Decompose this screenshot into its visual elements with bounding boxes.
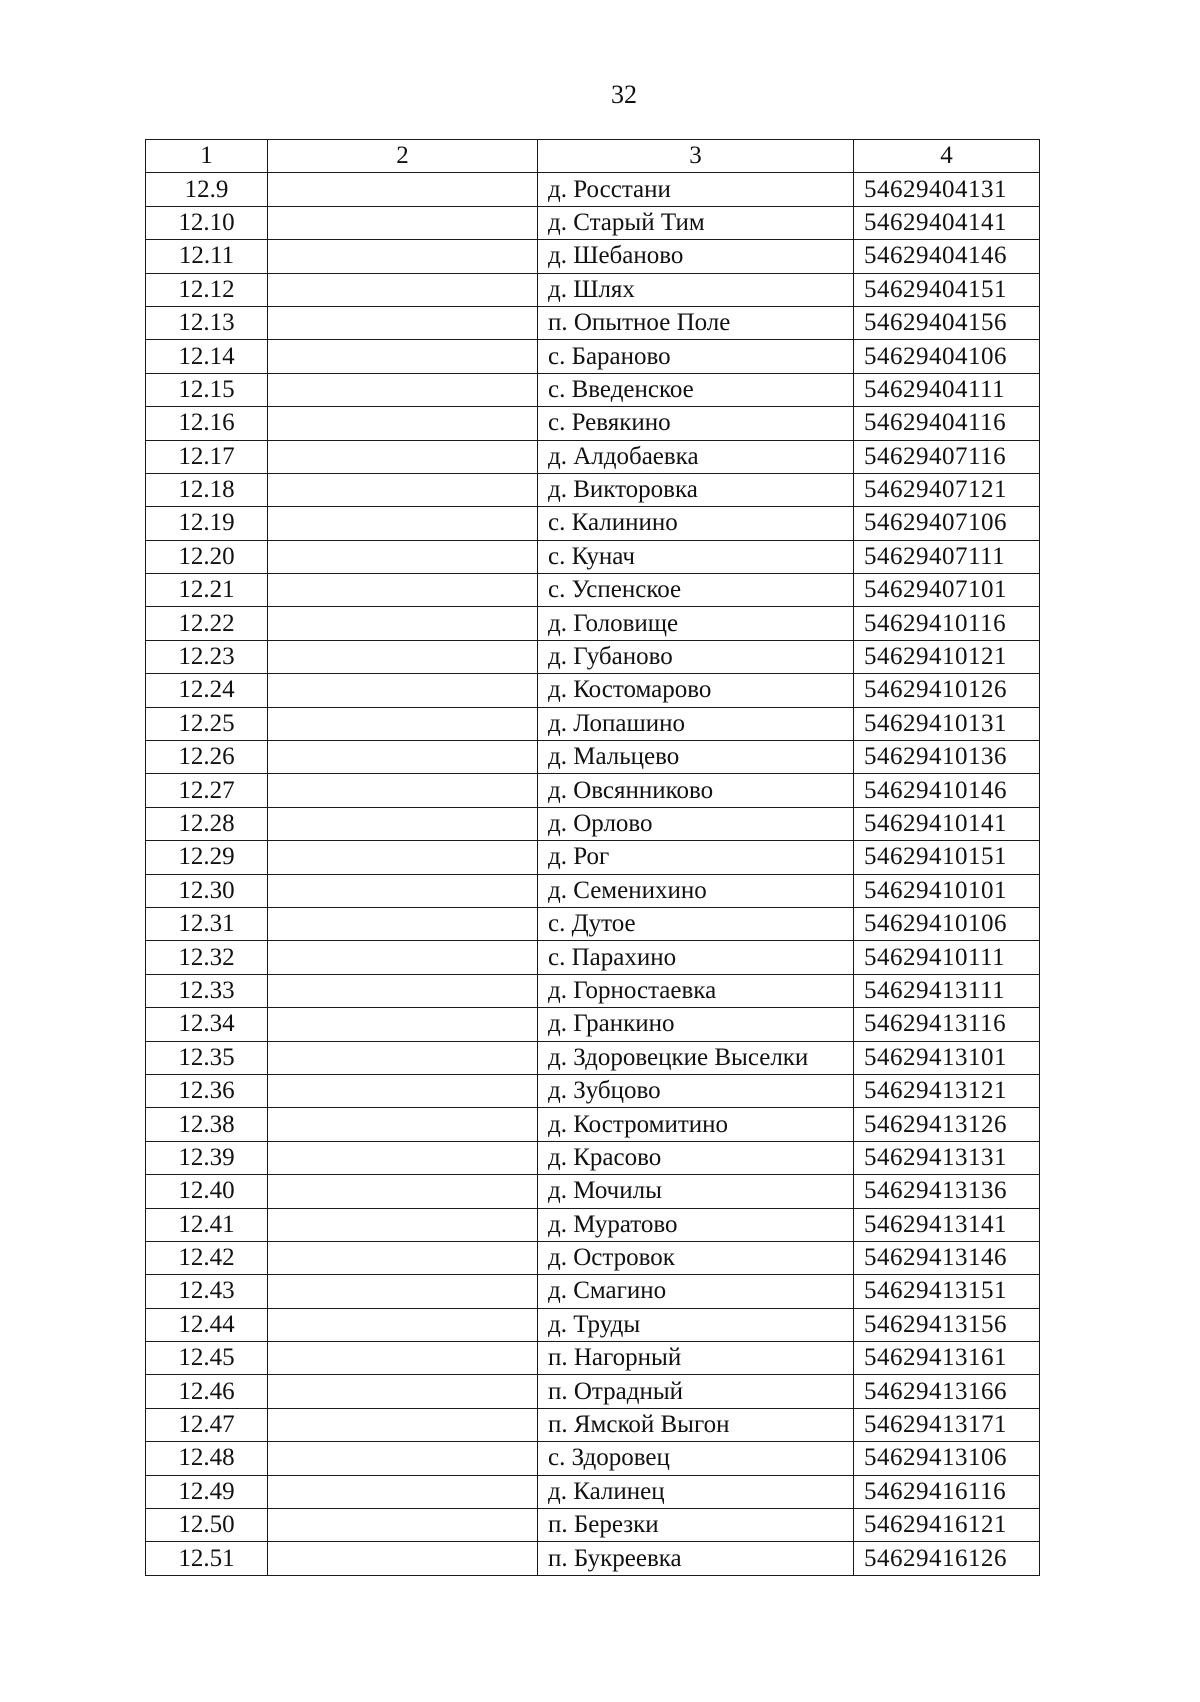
- table-row: [146, 1108, 1040, 1141]
- table-row: [146, 907, 1040, 940]
- settlement-name-cell: д. Росстани: [538, 173, 854, 206]
- column-2-cell: [268, 607, 538, 640]
- row-number-cell: 12.21: [146, 574, 268, 607]
- oktmo-code-cell: 54629404146: [854, 240, 1040, 273]
- oktmo-code-cell: 54629410146: [854, 774, 1040, 807]
- row-number-cell: 12.29: [146, 841, 268, 874]
- column-header-3: 3: [538, 140, 854, 173]
- column-2-cell: [268, 540, 538, 573]
- oktmo-code-cell: 54629413101: [854, 1041, 1040, 1074]
- settlement-name-cell: д. Семенихино: [538, 874, 854, 907]
- column-2-cell: [268, 1275, 538, 1308]
- column-2-cell: [268, 1108, 538, 1141]
- oktmo-code-cell: 54629413166: [854, 1375, 1040, 1408]
- settlement-name-cell: д. Овсянниково: [538, 774, 854, 807]
- settlement-name-cell: д. Мочилы: [538, 1175, 854, 1208]
- row-number-cell: 12.24: [146, 674, 268, 707]
- oktmo-code-cell: 54629416126: [854, 1542, 1040, 1575]
- oktmo-code-cell: 54629404156: [854, 306, 1040, 339]
- table-row: [146, 774, 1040, 807]
- settlements-table: [145, 139, 1040, 1576]
- header-row: [146, 140, 1040, 173]
- table-row: [146, 841, 1040, 874]
- column-2-cell: [268, 1008, 538, 1041]
- settlement-name-cell: п. Ямской Выгон: [538, 1408, 854, 1441]
- table-row: [146, 1475, 1040, 1508]
- column-2-cell: [268, 273, 538, 306]
- row-number-cell: 12.50: [146, 1509, 268, 1542]
- table-row: [146, 1375, 1040, 1408]
- row-number-cell: 12.19: [146, 507, 268, 540]
- table-row: [146, 407, 1040, 440]
- column-2-cell: [268, 874, 538, 907]
- row-number-cell: 12.36: [146, 1074, 268, 1107]
- column-2-cell: [268, 1208, 538, 1241]
- oktmo-code-cell: 54629413151: [854, 1275, 1040, 1308]
- table-row: [146, 173, 1040, 206]
- oktmo-code-cell: 54629413136: [854, 1175, 1040, 1208]
- column-2-cell: [268, 941, 538, 974]
- table-row: [146, 1509, 1040, 1542]
- row-number-cell: 12.48: [146, 1442, 268, 1475]
- column-2-cell: [268, 1408, 538, 1441]
- oktmo-code-cell: 54629404111: [854, 373, 1040, 406]
- table-row: [146, 1141, 1040, 1174]
- settlement-name-cell: с. Здоровец: [538, 1442, 854, 1475]
- column-2-cell: [268, 674, 538, 707]
- oktmo-code-cell: 54629413131: [854, 1141, 1040, 1174]
- column-2-cell: [268, 440, 538, 473]
- settlement-name-cell: д. Алдобаевка: [538, 440, 854, 473]
- row-number-cell: 12.14: [146, 340, 268, 373]
- column-2-cell: [268, 1308, 538, 1341]
- row-number-cell: 12.32: [146, 941, 268, 974]
- row-number-cell: 12.20: [146, 540, 268, 573]
- oktmo-code-cell: 54629416116: [854, 1475, 1040, 1508]
- table-row: [146, 1074, 1040, 1107]
- row-number-cell: 12.34: [146, 1008, 268, 1041]
- row-number-cell: 12.12: [146, 273, 268, 306]
- column-2-cell: [268, 1041, 538, 1074]
- table-row: [146, 874, 1040, 907]
- oktmo-code-cell: 54629410141: [854, 807, 1040, 840]
- row-number-cell: 12.27: [146, 774, 268, 807]
- column-2-cell: [268, 240, 538, 273]
- table-row: [146, 807, 1040, 840]
- row-number-cell: 12.40: [146, 1175, 268, 1208]
- settlement-name-cell: п. Букреевка: [538, 1542, 854, 1575]
- oktmo-code-cell: 54629410111: [854, 941, 1040, 974]
- column-2-cell: [268, 373, 538, 406]
- settlement-name-cell: д. Орлово: [538, 807, 854, 840]
- settlement-name-cell: д. Горностаевка: [538, 974, 854, 1007]
- oktmo-code-cell: 54629407121: [854, 473, 1040, 506]
- column-2-cell: [268, 407, 538, 440]
- settlement-name-cell: д. Шебаново: [538, 240, 854, 273]
- row-number-cell: 12.51: [146, 1542, 268, 1575]
- column-2-cell: [268, 507, 538, 540]
- row-number-cell: 12.31: [146, 907, 268, 940]
- table-row: [146, 1542, 1040, 1575]
- table-row: [146, 1442, 1040, 1475]
- table-row: [146, 1342, 1040, 1375]
- oktmo-code-cell: 54629407101: [854, 574, 1040, 607]
- row-number-cell: 12.38: [146, 1108, 268, 1141]
- table-body: [146, 173, 1040, 1575]
- row-number-cell: 12.15: [146, 373, 268, 406]
- column-2-cell: [268, 741, 538, 774]
- settlement-name-cell: д. Рог: [538, 841, 854, 874]
- table-row: [146, 1275, 1040, 1308]
- table-row: [146, 1175, 1040, 1208]
- column-header-4: 4: [854, 140, 1040, 173]
- settlement-name-cell: с. Парахино: [538, 941, 854, 974]
- column-2-cell: [268, 1509, 538, 1542]
- table-row: [146, 1041, 1040, 1074]
- settlement-name-cell: д. Калинец: [538, 1475, 854, 1508]
- table-row: [146, 707, 1040, 740]
- oktmo-code-cell: 54629410121: [854, 640, 1040, 673]
- row-number-cell: 12.33: [146, 974, 268, 1007]
- row-number-cell: 12.46: [146, 1375, 268, 1408]
- settlement-name-cell: с. Кунач: [538, 540, 854, 573]
- table-row: [146, 440, 1040, 473]
- oktmo-code-cell: 54629410136: [854, 741, 1040, 774]
- column-2-cell: [268, 1375, 538, 1408]
- oktmo-code-cell: 54629413111: [854, 974, 1040, 1007]
- column-2-cell: [268, 774, 538, 807]
- settlement-name-cell: д. Мальцево: [538, 741, 854, 774]
- column-2-cell: [268, 574, 538, 607]
- table-row: [146, 306, 1040, 339]
- oktmo-code-cell: 54629404116: [854, 407, 1040, 440]
- settlement-name-cell: д. Здоровецкие Выселки: [538, 1041, 854, 1074]
- column-2-cell: [268, 173, 538, 206]
- row-number-cell: 12.41: [146, 1208, 268, 1241]
- oktmo-code-cell: 54629410126: [854, 674, 1040, 707]
- settlement-name-cell: д. Губаново: [538, 640, 854, 673]
- row-number-cell: 12.30: [146, 874, 268, 907]
- settlement-name-cell: с. Бараново: [538, 340, 854, 373]
- table-row: [146, 974, 1040, 1007]
- oktmo-code-cell: 54629410101: [854, 874, 1040, 907]
- table-row: [146, 640, 1040, 673]
- column-2-cell: [268, 707, 538, 740]
- column-2-cell: [268, 1074, 538, 1107]
- oktmo-code-cell: 54629413146: [854, 1241, 1040, 1274]
- table-row: [146, 273, 1040, 306]
- oktmo-code-cell: 54629413116: [854, 1008, 1040, 1041]
- row-number-cell: 12.13: [146, 306, 268, 339]
- settlement-name-cell: п. Опытное Поле: [538, 306, 854, 339]
- oktmo-code-cell: 54629416121: [854, 1509, 1040, 1542]
- column-2-cell: [268, 1542, 538, 1575]
- row-number-cell: 12.23: [146, 640, 268, 673]
- row-number-cell: 12.35: [146, 1041, 268, 1074]
- row-number-cell: 12.26: [146, 741, 268, 774]
- oktmo-code-cell: 54629410151: [854, 841, 1040, 874]
- table-row: [146, 340, 1040, 373]
- column-2-cell: [268, 206, 538, 239]
- row-number-cell: 12.49: [146, 1475, 268, 1508]
- table-row: [146, 540, 1040, 573]
- settlement-name-cell: п. Березки: [538, 1509, 854, 1542]
- table-row: [146, 1008, 1040, 1041]
- row-number-cell: 12.28: [146, 807, 268, 840]
- oktmo-code-cell: 54629407111: [854, 540, 1040, 573]
- table-header: [146, 140, 1040, 173]
- oktmo-code-cell: 54629410116: [854, 607, 1040, 640]
- table-row: [146, 741, 1040, 774]
- settlement-name-cell: д. Головище: [538, 607, 854, 640]
- row-number-cell: 12.42: [146, 1241, 268, 1274]
- oktmo-code-cell: 54629413126: [854, 1108, 1040, 1141]
- table-row: [146, 574, 1040, 607]
- oktmo-code-cell: 54629413141: [854, 1208, 1040, 1241]
- row-number-cell: 12.44: [146, 1308, 268, 1341]
- settlement-name-cell: д. Костромитино: [538, 1108, 854, 1141]
- table-row: [146, 240, 1040, 273]
- column-2-cell: [268, 1141, 538, 1174]
- row-number-cell: 12.10: [146, 206, 268, 239]
- oktmo-code-cell: 54629413161: [854, 1342, 1040, 1375]
- table-row: [146, 373, 1040, 406]
- table-row: [146, 1308, 1040, 1341]
- row-number-cell: 12.11: [146, 240, 268, 273]
- settlement-name-cell: д. Зубцово: [538, 1074, 854, 1107]
- column-header-2: 2: [268, 140, 538, 173]
- column-2-cell: [268, 807, 538, 840]
- settlement-name-cell: с. Успенское: [538, 574, 854, 607]
- table-row: [146, 607, 1040, 640]
- settlement-name-cell: д. Лопашино: [538, 707, 854, 740]
- column-2-cell: [268, 340, 538, 373]
- settlement-name-cell: п. Нагорный: [538, 1342, 854, 1375]
- table-row: [146, 941, 1040, 974]
- page-number: 32: [611, 80, 637, 109]
- oktmo-code-cell: 54629407116: [854, 440, 1040, 473]
- row-number-cell: 12.45: [146, 1342, 268, 1375]
- oktmo-code-cell: 54629404131: [854, 173, 1040, 206]
- row-number-cell: 12.9: [146, 173, 268, 206]
- oktmo-code-cell: 54629413156: [854, 1308, 1040, 1341]
- settlement-name-cell: с. Калинино: [538, 507, 854, 540]
- oktmo-code-cell: 54629413171: [854, 1408, 1040, 1441]
- row-number-cell: 12.47: [146, 1408, 268, 1441]
- settlement-name-cell: д. Островок: [538, 1241, 854, 1274]
- settlement-name-cell: д. Старый Тим: [538, 206, 854, 239]
- settlement-name-cell: д. Труды: [538, 1308, 854, 1341]
- table-row: [146, 473, 1040, 506]
- table-row: [146, 674, 1040, 707]
- settlement-name-cell: д. Красово: [538, 1141, 854, 1174]
- settlement-name-cell: д. Смагино: [538, 1275, 854, 1308]
- row-number-cell: 12.16: [146, 407, 268, 440]
- settlement-name-cell: с. Введенское: [538, 373, 854, 406]
- settlement-name-cell: д. Викторовка: [538, 473, 854, 506]
- column-2-cell: [268, 907, 538, 940]
- column-2-cell: [268, 1175, 538, 1208]
- settlement-name-cell: д. Гранкино: [538, 1008, 854, 1041]
- settlement-name-cell: с. Ревякино: [538, 407, 854, 440]
- oktmo-code-cell: 54629404106: [854, 340, 1040, 373]
- oktmo-code-cell: 54629407106: [854, 507, 1040, 540]
- table-row: [146, 507, 1040, 540]
- table-row: [146, 206, 1040, 239]
- column-2-cell: [268, 841, 538, 874]
- row-number-cell: 12.18: [146, 473, 268, 506]
- table-row: [146, 1241, 1040, 1274]
- column-header-1: 1: [146, 140, 268, 173]
- column-2-cell: [268, 1475, 538, 1508]
- table-row: [146, 1208, 1040, 1241]
- settlement-name-cell: п. Отрадный: [538, 1375, 854, 1408]
- row-number-cell: 12.17: [146, 440, 268, 473]
- table-row: [146, 1408, 1040, 1441]
- column-2-cell: [268, 1241, 538, 1274]
- oktmo-code-cell: 54629404151: [854, 273, 1040, 306]
- settlement-name-cell: д. Костомарово: [538, 674, 854, 707]
- settlement-name-cell: д. Шлях: [538, 273, 854, 306]
- column-2-cell: [268, 473, 538, 506]
- column-2-cell: [268, 1442, 538, 1475]
- oktmo-code-cell: 54629410106: [854, 907, 1040, 940]
- column-2-cell: [268, 640, 538, 673]
- settlement-name-cell: д. Муратово: [538, 1208, 854, 1241]
- column-2-cell: [268, 974, 538, 1007]
- row-number-cell: 12.22: [146, 607, 268, 640]
- oktmo-code-cell: 54629404141: [854, 206, 1040, 239]
- settlement-name-cell: с. Дутое: [538, 907, 854, 940]
- column-2-cell: [268, 1342, 538, 1375]
- oktmo-code-cell: 54629410131: [854, 707, 1040, 740]
- oktmo-code-cell: 54629413106: [854, 1442, 1040, 1475]
- oktmo-code-cell: 54629413121: [854, 1074, 1040, 1107]
- row-number-cell: 12.25: [146, 707, 268, 740]
- row-number-cell: 12.43: [146, 1275, 268, 1308]
- row-number-cell: 12.39: [146, 1141, 268, 1174]
- column-2-cell: [268, 306, 538, 339]
